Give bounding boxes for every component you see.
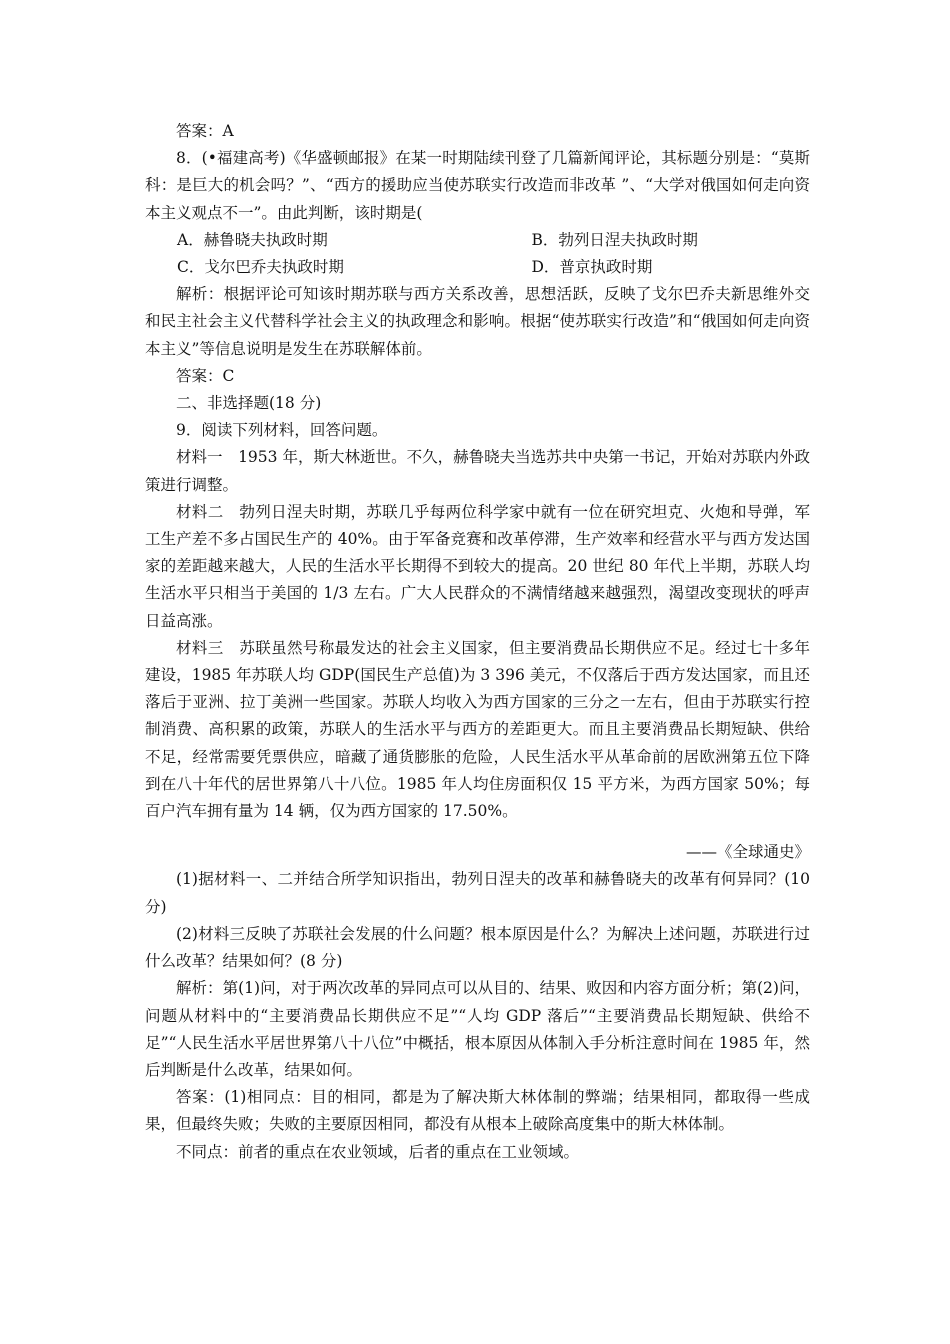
- material-1: 材料一 1953 年，斯大林逝世。不久，赫鲁晓夫当选苏共中央第一书记，开始对苏联内外政策进行调整。: [145, 448, 810, 494]
- sub-question-2: (2)材料三反映了苏联社会发展的什么问题？根本原因是什么？为解决上述问题，苏联进行过什么改革？结果如何？(8 分): [145, 924, 810, 971]
- explanation-q9: 解析：第(1)问，对于两次改革的异同点可以从目的、结果、败因和内容方面分析；第(2)问，问题从材料中的“主要消费品长期供应不足”“人均 GDP 落后”“主要消费品长期短缺、供给不足”“人民生活水平居世界第八十八位”中概括，根本原因从体制入手分析注意时间在 1985 年，然后判断是什么改革，结果如何。: [145, 979, 810, 1079]
- question-9: 9．阅读下列材料，回答问题。: [176, 421, 388, 440]
- option-d: D．普京执政时期: [531, 258, 653, 277]
- answer-q9: 答案：(1)相同点：目的相同，都是为了解决斯大林体制的弊端；结果相同，都取得一些成果，但最终失败；失败的主要原因相同，都没有从根本上破除高度集中的斯大林体制。: [145, 1088, 810, 1134]
- explanation-q8: 解析：根据评论可知该时期苏联与西方关系改善，思想活跃，反映了戈尔巴乔夫新思维外交和民主社会主义代替科学社会主义的执政理念和影响。根据“使苏联实行改造”和“俄国如何走向资本主义”等信息说明是发生在苏联解体前。: [145, 285, 810, 358]
- section-heading: 二、非选择题(18 分): [176, 394, 322, 413]
- answer-q7: 答案：A: [176, 122, 234, 140]
- answer-q9-difference: 不同点：前者的重点在农业领域，后者的重点在工业领域。: [176, 1142, 580, 1161]
- material-3: 材料三 苏联虽然号称最发达的社会主义国家，但主要消费品长期供应不足。经过七十多年建设，1985 年苏联人均 GDP(国民生产总值)为 3 396 美元，不仅落后于西方发达国家，而且还落后于亚洲、拉丁美洲一些国家。苏联人均收入为西方国家的三分之一左右，但由于苏联实行控制消费、高积累的政策，苏联人的生活水平与西方的差距更大。而且主要消费品长期短缺、供给不足，经常需要凭票供应，暗藏了通货膨胀的危险，人民生活水平从革命前的居欧洲第五位下降到在八十年代的居世界第八十八位。1985 年人均住房面积仅 15 平方米，为西方国家 50%；每百户汽车拥有量为 14 辆，仅为西方国家的 17.50%。: [145, 638, 810, 821]
- document-body: [145, 118, 810, 1166]
- material-2: 材料二 勃列日涅夫时期，苏联几乎每两位科学家中就有一位在研究坦克、火炮和导弹，军工生产差不多占国民生产的 40%。由于军备竞赛和改革停滞，生产效率和经营水平与西方发达国家的差距越来越大，人民的生活水平长期得不到较大的提高。20 世纪 80 年代上半期，苏联人均生活水平只相当于美国的 1/3 左右。广大人民群众的不满情绪越来越强烈，渴望改变现状的呼声日益高涨。: [145, 502, 810, 630]
- option-c: C．戈尔巴乔夫执政时期: [177, 258, 344, 277]
- option-a: A．赫鲁晓夫执政时期: [177, 230, 328, 249]
- answer-q8: 答案：C: [176, 366, 235, 385]
- question-8: 8．(•福建高考)《华盛顿邮报》在某一时期陆续刊登了几篇新闻评论，其标题分别是：“莫斯科：是巨大的机会吗？”、“西方的援助应当使苏联实行改造而非改革 ”、“大学对俄国如何走向资本主义观点不一”。由此判断，该时期是(: [145, 149, 810, 222]
- option-b: B．勃列日涅夫执政时期: [531, 230, 698, 249]
- material-source: ——《全球通史》: [685, 843, 810, 862]
- sub-question-1: (1)据材料一、二并结合所学知识指出，勃列日涅夫的改革和赫鲁晓夫的改革有何异同？(10 分): [145, 870, 810, 916]
- question-8-options: [145, 227, 810, 281]
